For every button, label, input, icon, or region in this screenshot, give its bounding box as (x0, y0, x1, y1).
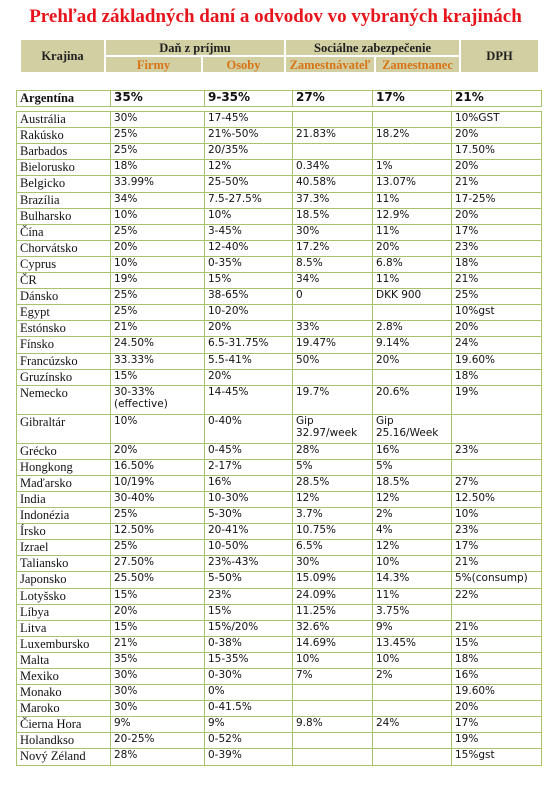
cell-vat: 21% (452, 91, 542, 107)
cell-persons: 15-35% (205, 652, 293, 668)
table-row (17, 669, 542, 685)
cell-country: Holandkso (17, 733, 111, 749)
table-row (17, 701, 542, 717)
cell-vat: 17-25% (452, 192, 542, 208)
cell-employer: Gip 32.97/week (293, 414, 373, 443)
cell-employee: 24% (373, 717, 452, 733)
cell-employee: 10% (373, 652, 452, 668)
cell-vat: 18% (452, 652, 542, 668)
cell-vat: 23% (452, 524, 542, 540)
cell-persons: 17-45% (205, 112, 293, 128)
cell-country: ČR (17, 273, 111, 289)
cell-persons: 0-38% (205, 636, 293, 652)
cell-vat: 16% (452, 669, 542, 685)
table-row (17, 540, 542, 556)
cell-employee (373, 112, 452, 128)
cell-country: Francúzsko (17, 353, 111, 369)
header-employee: Zamestnanec (375, 56, 460, 73)
table-row (17, 604, 542, 620)
table-row (17, 240, 542, 256)
cell-employer: 3.7% (293, 508, 373, 524)
cell-employer: 0 (293, 289, 373, 305)
table-row (17, 414, 542, 443)
cell-persons: 3-45% (205, 224, 293, 240)
table-row (17, 385, 542, 414)
cell-firms: 25% (111, 508, 205, 524)
cell-vat: 10%GST (452, 112, 542, 128)
cell-firms: 30-33%(effective) (111, 385, 205, 414)
cell-country: Bulharsko (17, 208, 111, 224)
cell-persons: 0-35% (205, 256, 293, 272)
cell-firms: 35% (111, 652, 205, 668)
cell-employer: 19.47% (293, 337, 373, 353)
cell-employee: DKK 900 (373, 289, 452, 305)
table-row (17, 749, 542, 765)
cell-employer: 0.34% (293, 160, 373, 176)
cell-employee: 16% (373, 443, 452, 459)
cell-employer: 11.25% (293, 604, 373, 620)
cell-employer: 24.09% (293, 588, 373, 604)
cell-firms: 25% (111, 224, 205, 240)
cell-employer: 8.5% (293, 256, 373, 272)
cell-firms: 30% (111, 669, 205, 685)
cell-persons: 12-40% (205, 240, 293, 256)
cell-persons: 14-45% (205, 385, 293, 414)
cell-employee (373, 733, 452, 749)
table-row (17, 685, 542, 701)
cell-firms: 34% (111, 192, 205, 208)
cell-persons: 12% (205, 160, 293, 176)
cell-persons: 0-40% (205, 414, 293, 443)
cell-employer: 9.8% (293, 717, 373, 733)
cell-employee: 12% (373, 491, 452, 507)
cell-country: Lotyšsko (17, 588, 111, 604)
cell-persons: 20% (205, 321, 293, 337)
cell-country: Nemecko (17, 385, 111, 414)
cell-firms: 30% (111, 112, 205, 128)
cell-firms: 21% (111, 636, 205, 652)
cell-persons: 15% (205, 273, 293, 289)
cell-employer: 17.2% (293, 240, 373, 256)
header-persons: Osoby (202, 56, 285, 73)
cell-persons: 21%-50% (205, 128, 293, 144)
cell-persons: 15%/20% (205, 620, 293, 636)
cell-employee: 20% (373, 353, 452, 369)
cell-vat: 19.60% (452, 685, 542, 701)
cell-employee: Gip 25.16/Week (373, 414, 452, 443)
cell-persons: 25-50% (205, 176, 293, 192)
cell-vat: 24% (452, 337, 542, 353)
table-row (17, 353, 542, 369)
table-row (17, 636, 542, 652)
cell-persons: 0-39% (205, 749, 293, 765)
table-row (17, 305, 542, 321)
cell-vat: 5%(consump) (452, 572, 542, 588)
cell-employee: 11% (373, 192, 452, 208)
table-row (17, 176, 542, 192)
table-row (17, 475, 542, 491)
table-row (17, 112, 542, 128)
cell-vat: 18% (452, 369, 542, 385)
table-row (17, 224, 542, 240)
cell-employer: 37.3% (293, 192, 373, 208)
cell-firms: 15% (111, 620, 205, 636)
table-row (17, 128, 542, 144)
cell-firms: 10% (111, 208, 205, 224)
cell-employer (293, 733, 373, 749)
cell-country: Bielorusko (17, 160, 111, 176)
cell-vat (452, 459, 542, 475)
header-employer: Zamestnávateľ (285, 56, 375, 73)
cell-country: Austrália (17, 112, 111, 128)
cell-persons: 0-45% (205, 443, 293, 459)
cell-employee: 12.9% (373, 208, 452, 224)
cell-persons: 0% (205, 685, 293, 701)
cell-firms: 21% (111, 321, 205, 337)
cell-persons: 20% (205, 369, 293, 385)
table-row (17, 91, 542, 107)
table-row (17, 556, 542, 572)
cell-firms: 16.50% (111, 459, 205, 475)
cell-employer: 32.6% (293, 620, 373, 636)
cell-firms: 10% (111, 256, 205, 272)
cell-persons: 23% (205, 588, 293, 604)
column-header (19, 38, 540, 74)
cell-country: Maďarsko (17, 475, 111, 491)
cell-employee (373, 144, 452, 160)
cell-persons: 0-52% (205, 733, 293, 749)
cell-country: Luxembursko (17, 636, 111, 652)
cell-persons: 15% (205, 604, 293, 620)
cell-country: Líbya (17, 604, 111, 620)
cell-vat (452, 414, 542, 443)
cell-employee: 1% (373, 160, 452, 176)
cell-country: Rakúsko (17, 128, 111, 144)
cell-employer: 30% (293, 556, 373, 572)
cell-vat: 21% (452, 556, 542, 572)
cell-vat: 15% (452, 636, 542, 652)
cell-vat: 10%gst (452, 305, 542, 321)
cell-employee: 2% (373, 669, 452, 685)
cell-firms: 18% (111, 160, 205, 176)
tax-table (16, 90, 542, 766)
cell-country: Estónsko (17, 321, 111, 337)
table-row (17, 524, 542, 540)
cell-firms: 10/19% (111, 475, 205, 491)
cell-firms: 25.50% (111, 572, 205, 588)
cell-persons: 10% (205, 208, 293, 224)
table-row (17, 443, 542, 459)
page-title: Prehľad základných daní a odvodov vo vybraných krajinách (29, 6, 522, 27)
cell-firms: 20% (111, 240, 205, 256)
cell-employer: 6.5% (293, 540, 373, 556)
cell-persons: 10-20% (205, 305, 293, 321)
cell-firms: 30% (111, 685, 205, 701)
cell-employee: 9% (373, 620, 452, 636)
cell-employee: 13.07% (373, 176, 452, 192)
table-row (17, 652, 542, 668)
cell-vat: 20% (452, 160, 542, 176)
cell-firms: 27.50% (111, 556, 205, 572)
cell-persons: 10-50% (205, 540, 293, 556)
cell-persons: 5-50% (205, 572, 293, 588)
header-companies: Firmy (105, 56, 202, 73)
cell-country: Brazília (17, 192, 111, 208)
cell-firms: 15% (111, 588, 205, 604)
cell-persons: 38-65% (205, 289, 293, 305)
cell-employer: 21.83% (293, 128, 373, 144)
cell-employee: 2.8% (373, 321, 452, 337)
table-row (17, 572, 542, 588)
cell-employee: 4% (373, 524, 452, 540)
table-row (17, 588, 542, 604)
cell-persons: 0-30% (205, 669, 293, 685)
cell-employee (373, 685, 452, 701)
cell-vat: 21% (452, 176, 542, 192)
cell-country: Fínsko (17, 337, 111, 353)
cell-vat: 17% (452, 224, 542, 240)
cell-employee: 20% (373, 240, 452, 256)
cell-vat: 21% (452, 273, 542, 289)
cell-country: Čierna Hora (17, 717, 111, 733)
table-row (17, 160, 542, 176)
cell-persons: 6.5-31.75% (205, 337, 293, 353)
cell-employer: 33% (293, 321, 373, 337)
cell-country: Mexiko (17, 669, 111, 685)
cell-firms: 25% (111, 305, 205, 321)
cell-vat: 23% (452, 240, 542, 256)
table-row (17, 369, 542, 385)
cell-vat: 20% (452, 128, 542, 144)
cell-firms: 25% (111, 289, 205, 305)
table-row (17, 208, 542, 224)
cell-employee: 6.8% (373, 256, 452, 272)
cell-country: Monako (17, 685, 111, 701)
cell-employer (293, 749, 373, 765)
cell-employee: 5% (373, 459, 452, 475)
cell-country: Izrael (17, 540, 111, 556)
header-country: Krajina (20, 39, 105, 73)
cell-employer (293, 685, 373, 701)
cell-vat: 19% (452, 385, 542, 414)
cell-persons: 2-17% (205, 459, 293, 475)
cell-firms: 30-40% (111, 491, 205, 507)
cell-vat: 17.50% (452, 144, 542, 160)
cell-employee: 11% (373, 273, 452, 289)
cell-employee: 2% (373, 508, 452, 524)
cell-country: Egypt (17, 305, 111, 321)
table-row (17, 289, 542, 305)
cell-employer: 34% (293, 273, 373, 289)
cell-employer: 27% (293, 91, 373, 107)
cell-vat: 15%gst (452, 749, 542, 765)
cell-country: Barbados (17, 144, 111, 160)
cell-employee (373, 369, 452, 385)
cell-persons: 16% (205, 475, 293, 491)
cell-vat: 27% (452, 475, 542, 491)
cell-country: Gruzínsko (17, 369, 111, 385)
cell-persons: 20-41% (205, 524, 293, 540)
cell-country: Maroko (17, 701, 111, 717)
cell-employer: 10% (293, 652, 373, 668)
cell-firms: 33.33% (111, 353, 205, 369)
table-row (17, 717, 542, 733)
cell-country: Indonézia (17, 508, 111, 524)
cell-country: Litva (17, 620, 111, 636)
cell-vat: 25% (452, 289, 542, 305)
cell-employee: 18.2% (373, 128, 452, 144)
table-row (17, 144, 542, 160)
cell-employer (293, 144, 373, 160)
table-row (17, 508, 542, 524)
cell-employee: 13.45% (373, 636, 452, 652)
cell-firms: 9% (111, 717, 205, 733)
cell-employer: 5% (293, 459, 373, 475)
cell-employer: 40.58% (293, 176, 373, 192)
cell-employee: 17% (373, 91, 452, 107)
cell-employee (373, 701, 452, 717)
table-row (17, 491, 542, 507)
table-row (17, 459, 542, 475)
cell-employee: 12% (373, 540, 452, 556)
cell-employer: 50% (293, 353, 373, 369)
cell-persons: 10-30% (205, 491, 293, 507)
cell-firms: 19% (111, 273, 205, 289)
cell-vat: 10% (452, 508, 542, 524)
cell-employee: 9.14% (373, 337, 452, 353)
cell-firms: 30% (111, 701, 205, 717)
cell-firms: 25% (111, 144, 205, 160)
cell-country: Belgicko (17, 176, 111, 192)
cell-country: India (17, 491, 111, 507)
table-row (17, 273, 542, 289)
table-row (17, 256, 542, 272)
cell-firms: 28% (111, 749, 205, 765)
cell-employee: 10% (373, 556, 452, 572)
cell-employee: 11% (373, 224, 452, 240)
cell-country: Čína (17, 224, 111, 240)
cell-country: Gibraltár (17, 414, 111, 443)
cell-persons: 7.5-27.5% (205, 192, 293, 208)
cell-country: Írsko (17, 524, 111, 540)
cell-country: Taliansko (17, 556, 111, 572)
cell-country: Dánsko (17, 289, 111, 305)
cell-country: Malta (17, 652, 111, 668)
cell-vat: 23% (452, 443, 542, 459)
cell-country: Grécko (17, 443, 111, 459)
cell-employee: 20.6% (373, 385, 452, 414)
cell-country: Japonsko (17, 572, 111, 588)
table-row (17, 192, 542, 208)
header-vat: DPH (460, 39, 539, 73)
cell-employer: 28.5% (293, 475, 373, 491)
cell-persons: 9% (205, 717, 293, 733)
cell-firms: 20% (111, 604, 205, 620)
table-row (17, 321, 542, 337)
cell-country: Nový Zéland (17, 749, 111, 765)
cell-vat: 20% (452, 701, 542, 717)
cell-employee: 14.3% (373, 572, 452, 588)
header-income-tax: Daň z príjmu (105, 39, 285, 56)
cell-employee: 11% (373, 588, 452, 604)
cell-vat: 21% (452, 620, 542, 636)
cell-firms: 12.50% (111, 524, 205, 540)
cell-firms: 15% (111, 369, 205, 385)
cell-employer: 7% (293, 669, 373, 685)
cell-vat (452, 604, 542, 620)
cell-vat: 12.50% (452, 491, 542, 507)
cell-employer: 18.5% (293, 208, 373, 224)
cell-vat: 17% (452, 717, 542, 733)
cell-employer: 15.09% (293, 572, 373, 588)
cell-employer (293, 369, 373, 385)
cell-firms: 24.50% (111, 337, 205, 353)
cell-employer: 14.69% (293, 636, 373, 652)
cell-firms: 20-25% (111, 733, 205, 749)
cell-employer (293, 305, 373, 321)
cell-employer: 30% (293, 224, 373, 240)
cell-persons: 9-35% (205, 91, 293, 107)
table-row (17, 620, 542, 636)
cell-employer: 19.7% (293, 385, 373, 414)
cell-country: Cyprus (17, 256, 111, 272)
header-social-security: Sociálne zabezpečenie (285, 39, 460, 56)
cell-persons: 5-30% (205, 508, 293, 524)
cell-persons: 0-41.5% (205, 701, 293, 717)
cell-firms: 25% (111, 540, 205, 556)
cell-vat: 18% (452, 256, 542, 272)
cell-country: Hongkong (17, 459, 111, 475)
cell-vat: 19.60% (452, 353, 542, 369)
cell-employee (373, 305, 452, 321)
table-row (17, 337, 542, 353)
cell-firms: 25% (111, 128, 205, 144)
cell-firms: 33.99% (111, 176, 205, 192)
cell-persons: 23%-43% (205, 556, 293, 572)
cell-employer: 10.75% (293, 524, 373, 540)
cell-vat: 20% (452, 208, 542, 224)
cell-employee (373, 749, 452, 765)
cell-persons: 5.5-41% (205, 353, 293, 369)
tax-table-body (17, 91, 542, 766)
table-row (17, 733, 542, 749)
cell-country: Argentína (17, 91, 111, 107)
cell-employer (293, 701, 373, 717)
cell-firms: 10% (111, 414, 205, 443)
cell-vat: 22% (452, 588, 542, 604)
cell-employee: 3.75% (373, 604, 452, 620)
cell-persons: 20/35% (205, 144, 293, 160)
cell-employer: 12% (293, 491, 373, 507)
cell-firms: 20% (111, 443, 205, 459)
cell-vat: 17% (452, 540, 542, 556)
cell-employee: 18.5% (373, 475, 452, 491)
cell-country: Chorvátsko (17, 240, 111, 256)
cell-employer (293, 112, 373, 128)
cell-vat: 20% (452, 321, 542, 337)
cell-vat: 19% (452, 733, 542, 749)
cell-firms: 35% (111, 91, 205, 107)
cell-employer: 28% (293, 443, 373, 459)
